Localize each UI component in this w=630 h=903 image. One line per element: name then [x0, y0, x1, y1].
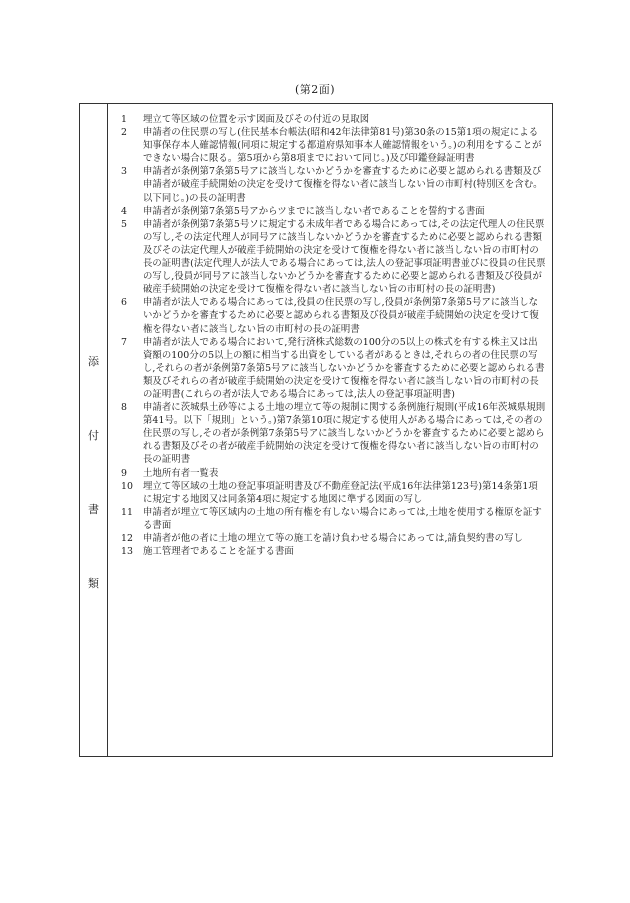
item-text: 埋立て等区域の土地の登記事項証明書及び不動産登記法(平成16年法律第123号)第14条第1項に規定する地図又は同条第4項に規定する地図に準ずる図面の写し: [143, 480, 538, 505]
attachment-item-9: [113, 467, 546, 480]
item-number: 4: [121, 205, 128, 217]
item-text: 申請者が埋立て等区域内の土地の所有権を有しない場合にあっては,土地を使用する権原を証する書面: [143, 506, 542, 531]
item-number: 11: [121, 506, 134, 518]
item-text: 施工管理者であることを証する書面: [143, 546, 294, 558]
item-number: 5: [121, 218, 128, 230]
attachment-item-2: [113, 126, 546, 165]
attachment-item-5: [113, 218, 546, 297]
item-number: 10: [121, 480, 134, 492]
attachment-item-1: [113, 113, 546, 126]
item-text: 埋立て等区域の位置を示す図面及びその付近の見取図: [143, 114, 370, 125]
item-number: 1: [121, 114, 128, 125]
item-number: 7: [121, 336, 128, 348]
item-number: 9: [121, 467, 128, 479]
attachment-item-11: [113, 506, 546, 532]
attachments-label-column: [80, 104, 108, 756]
label-char-1: 添: [88, 355, 99, 368]
item-number: 2: [121, 127, 128, 139]
label-char-3: 書: [88, 503, 99, 516]
item-text: 申請者が条例第7条第5号アに該当しないかどうかを審査するために必要と認められる書類及び申請者が破産手続開始の決定を受けて復権を得ない者に該当しない旨の市町村(特別区を含む。以下同じ。)の長の証明書: [143, 166, 543, 204]
item-number: 3: [121, 166, 128, 178]
item-number: 6: [121, 297, 128, 309]
item-text: 申請者が法人である場合にあっては,役員の住民票の写し,役員が条例第7条第5号アに該当しないかどうかを審査するために必要と認められる書類及び役員が破産手続開始の決定を受けて復権を得ない者に該当しない旨の市町村の長の証明書: [143, 297, 539, 335]
attachment-item-4: [113, 205, 546, 218]
attachment-item-6: [113, 296, 546, 335]
page-label: (第2面): [294, 83, 336, 96]
label-char-2: 付: [88, 429, 99, 442]
attachments-list: [108, 104, 552, 756]
attachment-item-12: [113, 532, 546, 545]
item-text: 申請者が条例第7条第5号ソに規定する未成年者である場合にあっては,その法定代理人の住民票の写し,その法定代理人が同号アに該当しないかどうかを審査するために必要と認められる書類及びその法定代理人が破産手続開始の決定を受けて復権を得ない者に該当しない旨の市町村の長の証明書(法定代理人が法人である場合にあっては,法人の登記事項証明書並びに役員の住民票の写し,役員が同号アに該当しないかどうかを審査するために必要と認められる書類及び役員が破産手続開始の決定を受けて復権を得ない者に該当しない旨の市町村の長の証明書): [143, 218, 546, 296]
item-text: 土地所有者一覧表: [143, 467, 219, 479]
item-number: 8: [121, 402, 128, 414]
item-text: 申請者が条例第7条第5号アからツまでに該当しない者であることを誓約する書面: [143, 205, 485, 217]
item-text: 申請者に茨城県土砂等による土地の埋立て等の規制に関する条例施行規則(平成16年茨城県規則第41号。以下「規則」という。)第7条第10項に規定する使用人がある場合にあっては,その者の住民票の写し,その者が条例第7条第5号アに該当しないかどうかを審査するために必要と認められる書類及びその者が破産手続開始の決定を受けて復権を得ない者に該当しない旨の市町村の長の証明書: [143, 402, 546, 466]
attachment-item-3: [113, 165, 546, 204]
attachments-table: [79, 103, 553, 757]
item-text: 申請者が法人である場合において,発行済株式総数の100分の5以上の株式を有する株主又は出資額の100分の5以上の額に相当する出資をしている者があるときは,それらの者の住民票の写し,それらの者が条例第7条第5号アに該当しないかどうかを審査するために必要と認められる書類及びそれらの者が破産手続開始の決定を受けて復権を得ない者に該当しない旨の市町村の長の証明書(これらの者が法人である場合にあっては,法人の登記事項証明書): [143, 336, 545, 400]
attachment-item-7: [113, 336, 546, 401]
item-text: 申請者の住民票の写し(住民基本台帳法(昭和42年法律第81号)第30条の15第1項の規定による知事保存本人確認情報(同項に規定する都道府県知事本人確認情報をいう。)の利用をすることができない場合に限る。第5項から第8項までにおいて同じ。)及び印鑑登録証明書: [143, 127, 542, 165]
attachment-item-13: [113, 545, 546, 558]
item-number: 13: [121, 546, 134, 558]
item-text: 申請者が他の者に土地の埋立て等の施工を請け負わせる場合にあっては,請負契約書の写し: [143, 533, 523, 544]
attachment-item-8: [113, 401, 546, 466]
attachment-item-10: [113, 480, 546, 506]
label-char-4: 類: [88, 577, 99, 590]
item-number: 12: [121, 533, 134, 544]
